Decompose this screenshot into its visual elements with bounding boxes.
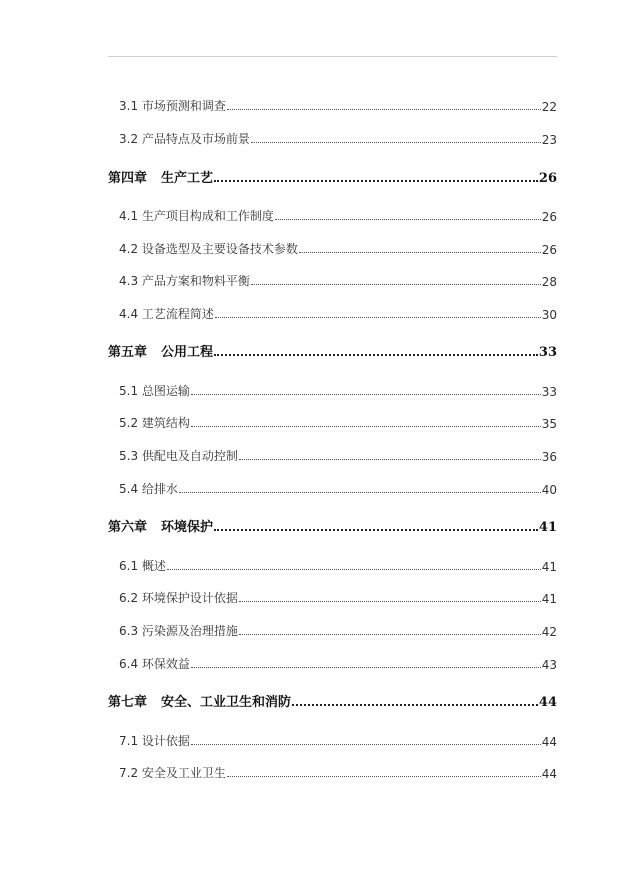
toc-entry-page: 22 <box>541 100 557 114</box>
dot-leader <box>239 601 541 602</box>
toc-chapter-4[interactable] <box>108 166 557 186</box>
toc-entry-label: 7.1 设计依据 <box>119 734 190 748</box>
toc-entry-page: 33 <box>538 345 557 360</box>
chapter-title: 公用工程 <box>161 345 214 360</box>
toc-chapter-6[interactable] <box>108 515 557 535</box>
toc-entry-7-1[interactable] <box>108 729 557 749</box>
toc-entry-page: 44 <box>541 767 557 781</box>
toc-entry-page: 26 <box>541 243 557 257</box>
toc-entry-page: 35 <box>541 417 557 431</box>
chapter-number: 第七章 <box>108 695 148 710</box>
chapter-title: 安全、工业卫生和消防 <box>161 695 292 710</box>
dot-leader <box>214 354 538 356</box>
toc-entry-4-1[interactable] <box>108 204 557 224</box>
toc-chapter-7[interactable] <box>108 690 557 710</box>
toc-entry-5-3[interactable] <box>108 444 557 464</box>
toc-chapter-label <box>108 691 291 710</box>
dot-leader <box>299 252 541 253</box>
toc-entry-page: 44 <box>541 735 557 749</box>
toc-entry-label: 6.3 污染源及治理措施 <box>119 624 238 638</box>
dot-leader <box>179 492 541 493</box>
toc-entry-label: 3.2 产品特点及市场前景 <box>119 132 250 146</box>
toc-chapter-label <box>108 167 213 186</box>
toc-entry-6-1[interactable] <box>108 554 557 574</box>
toc-entry-page: 33 <box>541 385 557 399</box>
toc-entry-label: 3.1 市场预测和调查 <box>119 99 226 113</box>
chapter-number: 第四章 <box>108 171 148 186</box>
dot-leader <box>251 284 541 285</box>
chapter-number: 第六章 <box>108 520 148 535</box>
dot-leader <box>191 744 541 745</box>
toc-entry-label: 4.4 工艺流程简述 <box>119 307 214 321</box>
toc-entry-page: 36 <box>541 450 557 464</box>
toc-entry-page: 41 <box>538 520 557 535</box>
toc-chapter-label <box>108 516 213 535</box>
chapter-number: 第五章 <box>108 345 148 360</box>
toc-entry-page: 26 <box>538 171 557 186</box>
toc-entry-page: 41 <box>541 592 557 606</box>
toc-entry-page: 30 <box>541 308 557 322</box>
dot-leader <box>191 667 541 668</box>
toc-entry-label: 4.1 生产项目构成和工作制度 <box>119 209 274 223</box>
dot-leader <box>275 219 541 220</box>
chapter-title: 环境保护 <box>161 520 214 535</box>
dot-leader <box>215 317 541 318</box>
toc-entry-6-3[interactable] <box>108 619 557 639</box>
toc-entry-page: 28 <box>541 275 557 289</box>
dot-leader <box>214 180 538 182</box>
toc-entry-page: 41 <box>541 560 557 574</box>
toc-entry-5-1[interactable] <box>108 379 557 399</box>
dot-leader <box>191 426 541 427</box>
toc-entry-label: 5.2 建筑结构 <box>119 416 190 430</box>
dot-leader <box>191 394 541 395</box>
toc-entry-6-2[interactable] <box>108 586 557 606</box>
dot-leader <box>227 776 541 777</box>
toc-entry-5-2[interactable] <box>108 411 557 431</box>
toc-chapter-label <box>108 341 213 360</box>
toc-entry-page: 40 <box>541 483 557 497</box>
toc-entry-3-1[interactable] <box>108 94 557 114</box>
dot-leader <box>292 704 538 706</box>
toc-entry-label: 5.1 总图运输 <box>119 384 190 398</box>
dot-leader <box>167 569 541 570</box>
toc-entry-page: 26 <box>541 210 557 224</box>
toc-entry-label: 4.3 产品方案和物料平衡 <box>119 274 250 288</box>
toc-entry-label: 5.4 给排水 <box>119 482 178 496</box>
toc-entry-label: 6.4 环保效益 <box>119 657 190 671</box>
toc-entry-label: 7.2 安全及工业卫生 <box>119 766 226 780</box>
toc-entry-4-2[interactable] <box>108 237 557 257</box>
toc-entry-label: 5.3 供配电及自动控制 <box>119 449 238 463</box>
chapter-title: 生产工艺 <box>161 171 214 186</box>
toc-entry-7-2[interactable] <box>108 761 557 781</box>
toc-entry-page: 43 <box>541 658 557 672</box>
toc-entry-5-4[interactable] <box>108 477 557 497</box>
toc-entry-label: 4.2 设备选型及主要设备技术参数 <box>119 242 298 256</box>
dot-leader <box>214 529 538 531</box>
dot-leader <box>239 634 541 635</box>
toc-entry-page: 44 <box>538 695 557 710</box>
toc-entry-6-4[interactable] <box>108 652 557 672</box>
toc-entry-page: 23 <box>541 133 557 147</box>
dot-leader <box>227 109 541 110</box>
toc-chapter-5[interactable] <box>108 340 557 360</box>
toc-entry-4-3[interactable] <box>108 269 557 289</box>
toc-entry-3-2[interactable] <box>108 127 557 147</box>
toc-entry-label: 6.1 概述 <box>119 559 166 573</box>
toc-entry-label: 6.2 环境保护设计依据 <box>119 591 238 605</box>
toc-entry-page: 42 <box>541 625 557 639</box>
toc-entry-4-4[interactable] <box>108 302 557 322</box>
dot-leader <box>251 142 541 143</box>
dot-leader <box>239 459 541 460</box>
